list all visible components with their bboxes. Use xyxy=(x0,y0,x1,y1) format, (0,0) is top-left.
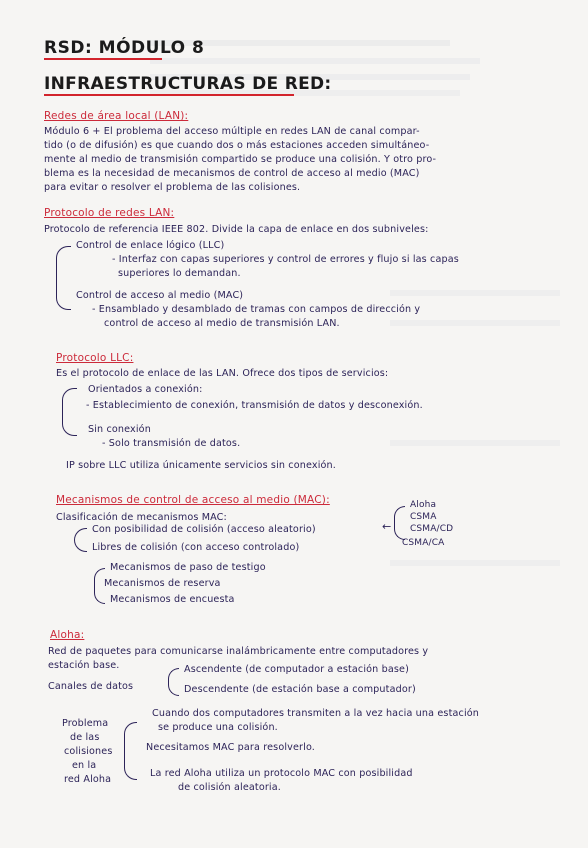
page-title-underline xyxy=(44,94,294,96)
brace xyxy=(394,506,405,540)
orientados-detail: - Establecimiento de conexión, transmisión de datos y desconexión. xyxy=(86,400,423,411)
protocolo-lan-heading: Protocolo de redes LAN: xyxy=(44,207,175,219)
canal-descendente: Descendente (de estación base a computador) xyxy=(184,684,416,695)
problema-label: de las xyxy=(70,732,100,743)
llc-intro: Es el protocolo de enlace de las LAN. Ofrece dos tipos de servicios: xyxy=(56,368,389,379)
protocolo-lan-intro: Protocolo de referencia IEEE 802. Divide la capa de enlace en dos subniveles: xyxy=(44,224,429,235)
lan-line: mente al medio de transmisión compartido se produce una colisión. Y otro pro- xyxy=(44,154,437,165)
llc-heading: Protocolo LLC: xyxy=(56,352,134,364)
problema-label: en la xyxy=(72,760,97,771)
module-title: RSD: MÓDULO 8 xyxy=(44,38,205,58)
orientados-label: Orientados a conexión: xyxy=(88,384,203,395)
bleed-through xyxy=(390,560,560,566)
llc-label: Control de enlace lógico (LLC) xyxy=(76,240,225,251)
problema-point: se produce una colisión. xyxy=(158,722,278,733)
mac-libres-colision: Libres de colisión (con acceso controlado) xyxy=(92,542,300,553)
brace xyxy=(56,246,71,310)
llc-detail: superiores lo demandan. xyxy=(118,268,241,279)
bleed-through xyxy=(390,320,560,326)
aloha-heading: Aloha: xyxy=(50,629,85,641)
llc-detail: - Interfaz con capas superiores y control de errores y flujo si las capas xyxy=(112,254,459,265)
problema-label: red Aloha xyxy=(64,774,112,785)
protocol-item: CSMA/CD xyxy=(410,524,454,534)
bleed-through xyxy=(150,58,480,64)
mac-detail: control de acceso al medio de transmisión LAN. xyxy=(104,318,340,329)
page-title: INFRAESTRUCTURAS DE RED: xyxy=(44,74,332,94)
mac-detail: - Ensamblado y desamblado de tramas con campos de dirección y xyxy=(92,304,421,315)
problema-label: Problema xyxy=(62,718,109,729)
problema-label: colisiones xyxy=(64,746,113,757)
brace xyxy=(62,388,77,436)
problema-point: Necesitamos MAC para resolverlo. xyxy=(146,742,315,753)
mac-clasif: Clasificación de mecanismos MAC: xyxy=(56,512,227,523)
mac-heading: Mecanismos de control de acceso al medio (MAC): xyxy=(56,494,330,506)
mac-con-colision: Con posibilidad de colisión (acceso aleatorio) xyxy=(92,524,316,535)
mac-label: Control de acceso al medio (MAC) xyxy=(76,290,244,301)
protocol-item: Aloha xyxy=(410,500,437,510)
brace xyxy=(168,668,179,696)
ip-llc-note: IP sobre LLC utiliza únicamente servicios sin conexión. xyxy=(66,460,336,471)
sin-conexion-detail: - Solo transmisión de datos. xyxy=(102,438,241,449)
lan-heading: Redes de área local (LAN): xyxy=(44,110,189,122)
aloha-intro: estación base. xyxy=(48,660,120,671)
lan-line: tido (o de difusión) es que cuando dos o más estaciones acceden simultáneo- xyxy=(44,140,430,151)
mac-sub-item: Mecanismos de paso de testigo xyxy=(110,562,266,573)
lan-line: blema es la necesidad de mecanismos de control de acceso al medio (MAC) xyxy=(44,168,420,179)
canal-ascendente: Ascendente (de computador a estación base) xyxy=(184,664,409,675)
problema-point: de colisión aleatoria. xyxy=(178,782,281,793)
bleed-through xyxy=(390,440,560,446)
brace xyxy=(74,528,87,552)
lan-line: Módulo 6 + El problema del acceso múltiple en redes LAN de canal compar- xyxy=(44,126,420,137)
canales-label: Canales de datos xyxy=(48,681,134,692)
protocol-item: CSMA xyxy=(410,512,437,522)
sin-conexion-label: Sin conexión xyxy=(88,424,151,435)
problema-point: Cuando dos computadores transmiten a la vez hacia una estación xyxy=(152,708,480,719)
bleed-through xyxy=(390,290,560,296)
protocol-item: CSMA/CA xyxy=(402,538,445,548)
title-underline xyxy=(44,58,162,60)
aloha-intro: Red de paquetes para comunicarse inalámbricamente entre computadores y xyxy=(48,646,429,657)
lan-line: para evitar o resolver el problema de las colisiones. xyxy=(44,182,301,193)
problema-point: La red Aloha utiliza un protocolo MAC con posibilidad xyxy=(150,768,413,779)
brace xyxy=(124,722,137,780)
mac-sub-item: Mecanismos de reserva xyxy=(104,578,221,589)
mac-sub-item: Mecanismos de encuesta xyxy=(110,594,235,605)
arrow-icon: ← xyxy=(382,520,392,533)
